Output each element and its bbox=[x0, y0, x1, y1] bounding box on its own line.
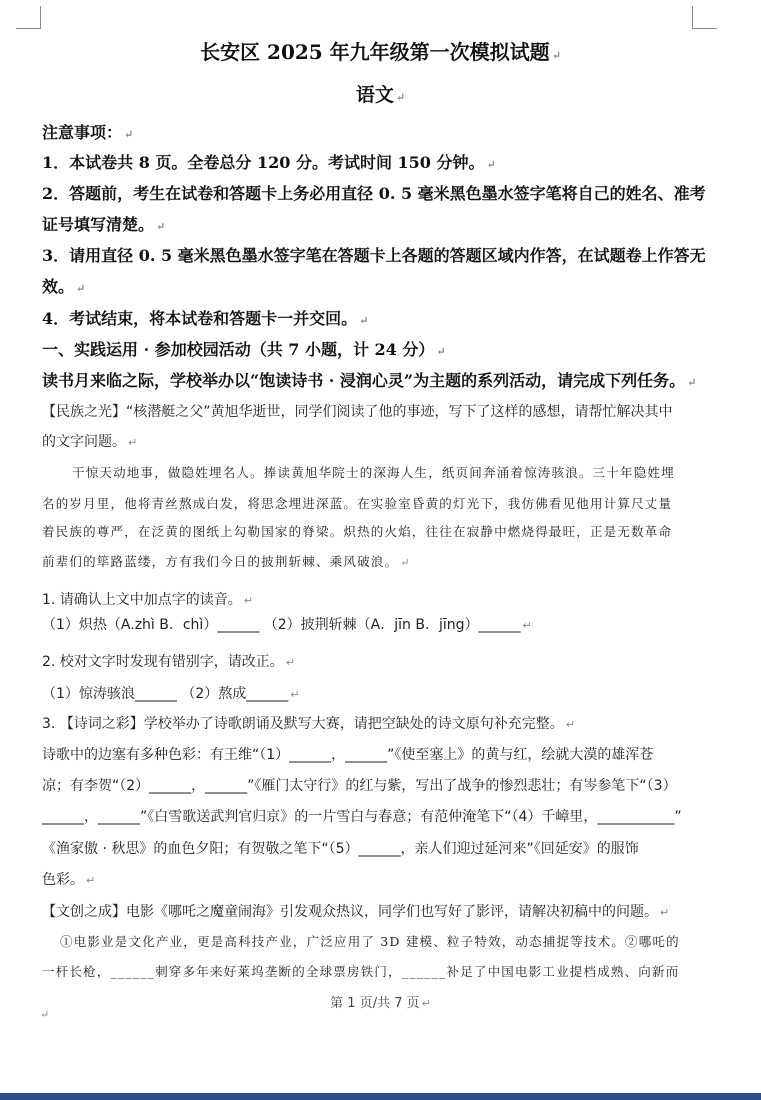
subject-title: 语文 ↵ bbox=[355, 84, 406, 106]
poem-line: 《渔家傲 · 秋思》的血色夕阳；有贺敬之笔下“（5）______，亲人们迎过延河来”《回延安》的服饰 bbox=[42, 841, 639, 857]
notice-heading: 注意事项： ↵ bbox=[42, 123, 134, 142]
passage-line: 名的岁月里，他将青丝熬成白发，将思念埋进深蓝。在实验室昏黄的灯光下，我仿佛看见他用计算尺丈量 bbox=[42, 496, 673, 511]
notice-line: 1．本试卷共 8 页。全卷总分 120 分。考试时间 150 分钟。 ↵ bbox=[42, 153, 496, 172]
poem-line: 诗歌中的边塞有多种色彩：有王维“（1）______，______”《使至塞上》的黄与红，绘就大漠的雄浑苍 bbox=[42, 747, 654, 763]
minzu-prompt: 【民族之光】“核潜艇之父”黄旭华逝世，同学们阅读了他的事迹，写下了这样的感想，请帮忙解决其中 bbox=[42, 404, 673, 420]
question-1-options: （1）炽热（A.zhì B．chì）______ （2）披荆斩棘（A．jīn B．jīng）______ ↵ bbox=[42, 617, 532, 633]
poem-line: 凉；有李贺“（2）______，______”《雁门太守行》的红与紫，写出了战争的惨烈悲壮；有岑参笔下“（3） bbox=[42, 778, 677, 794]
notice-line: 2．答题前，考生在试卷和答题卡上务必用直径 0. 5 毫米黑色墨水签字笔将自己的姓名、准考 bbox=[42, 184, 706, 203]
passage-line: 前辈们的筚路蓝缕，方有我们今日的披荆斩棘、乘风破浪。 ↵ bbox=[42, 554, 411, 569]
poem-line: 色彩。 ↵ bbox=[42, 872, 96, 888]
question-3: 3. 【诗词之彩】学校举办了诗歌朗诵及默写大赛，请把空缺处的诗文原句补充完整。 ↵ bbox=[42, 716, 576, 732]
poem-line: ______，______”《白雪歌送武判官归京》的一片雪白与春意；有范仲淹笔下“（4）千嶂里，___________” bbox=[42, 809, 682, 825]
passage-line: 干惊天动地事，做隐姓埋名人。捧读黄旭华院士的深海人生，纸页间奔涌着惊涛骇浪。三十年隐姓埋 bbox=[72, 465, 675, 480]
question-1: 1. 请确认上文中加点字的读音。 ↵ bbox=[42, 592, 254, 608]
section-intro: 读书月来临之际，学校举办以“饱读诗书 · 浸润心灵”为主题的系列活动，请完成下列任务。 ↵ bbox=[42, 371, 697, 390]
page-footer: 第 1 页/共 7 页 ↵ bbox=[330, 996, 431, 1011]
crop-mark-top-right bbox=[692, 6, 717, 29]
notice-line: 3．请用直径 0. 5 毫米黑色墨水签字笔在答题卡上各题的答题区域内作答，在试题卷上作答无 bbox=[42, 246, 706, 265]
notice-line: 4．考试结束，将本试卷和答题卡一并交回。 ↵ bbox=[42, 309, 369, 328]
page-title: 长安区 2025 年九年级第一次模拟试题 ↵ bbox=[200, 40, 561, 64]
passage-line: ①电影业是文化产业，更是高科技产业，广泛应用了 3D 建模、粒子特效，动态捕捉等技术。②哪吒的 bbox=[60, 934, 680, 949]
wenchuang-prompt: 【文创之成】电影《哪吒之魔童闹海》引发观众热议，同学们也写好了影评，请解决初稿中的问题。 ↵ bbox=[42, 904, 670, 920]
crop-mark-top-left bbox=[16, 6, 41, 29]
question-2-items: （1）惊涛骇浪______ （2）熬成______ ↵ bbox=[42, 686, 300, 702]
notice-line: 效。 ↵ bbox=[42, 277, 86, 296]
bottom-bar bbox=[0, 1093, 761, 1100]
section-heading: 一、实践运用 · 参加校园活动（共 7 小题，计 24 分） ↵ bbox=[42, 340, 446, 359]
notice-line: 证号填写清楚。 ↵ bbox=[42, 215, 166, 234]
minzu-prompt: 的文字问题。 ↵ bbox=[42, 434, 138, 450]
paragraph-mark: ↵ bbox=[40, 1008, 50, 1021]
question-2: 2. 校对文字时发现有错别字，请改正。 ↵ bbox=[42, 654, 296, 670]
passage-line: 着民族的尊严，在泛黄的图纸上勾勒国家的脊梁。炽热的火焰，往往在寂静中燃烧得最旺，正是无数革命 bbox=[42, 524, 673, 539]
passage-line: 一杆长枪，______刺穿多年来好莱坞垄断的全球票房铁门，______补足了中国电影工业提档成熟、向新而 bbox=[42, 964, 680, 979]
